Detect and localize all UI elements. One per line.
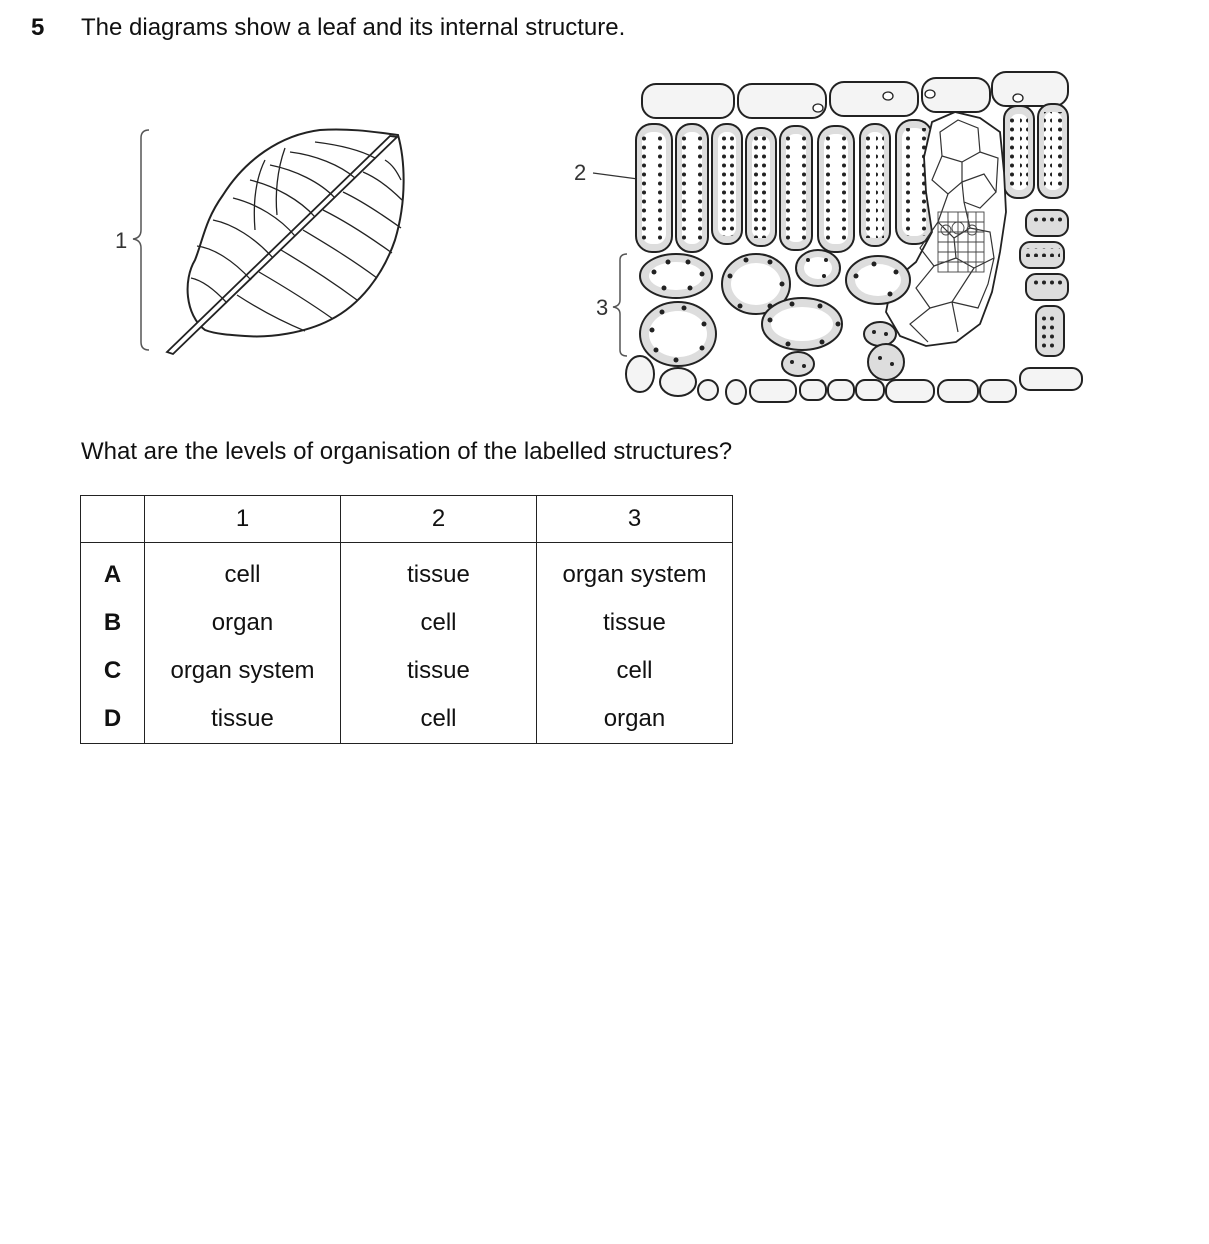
cell-structure-3: organ system	[537, 543, 733, 600]
leaf-diagram	[105, 120, 425, 360]
option-letter: D	[81, 695, 145, 744]
option-letter: C	[81, 647, 145, 695]
question-text: The diagrams show a leaf and its internal structure.	[81, 14, 626, 41]
answer-row-d[interactable]	[81, 695, 733, 744]
label-1: 1	[115, 228, 128, 253]
cell-structure-3: organ	[537, 695, 733, 744]
answer-row-c[interactable]	[81, 647, 733, 695]
cell-structure-2: tissue	[341, 543, 537, 600]
cell-structure-2: cell	[341, 695, 537, 744]
label-3: 3	[596, 295, 609, 320]
answer-row-b[interactable]	[81, 599, 733, 647]
answer-table	[80, 495, 733, 744]
header-structure-1: 1	[145, 496, 341, 543]
cell-structure-3: tissue	[537, 599, 733, 647]
question-number: 5	[31, 14, 45, 41]
cell-structure-1: cell	[145, 543, 341, 600]
cell-structure-1: tissue	[145, 695, 341, 744]
answer-row-a[interactable]	[81, 543, 733, 600]
header-structure-2: 2	[341, 496, 537, 543]
leaf-cross-section-diagram	[560, 62, 1100, 412]
header-structure-3: 3	[537, 496, 733, 543]
header-blank	[81, 496, 145, 543]
table-header-row	[81, 496, 733, 543]
question-prompt: What are the levels of organisation of the labelled structures?	[81, 438, 733, 465]
cell-structure-2: cell	[341, 599, 537, 647]
cell-structure-3: cell	[537, 647, 733, 695]
cell-structure-2: tissue	[341, 647, 537, 695]
option-letter: B	[81, 599, 145, 647]
upper-epidermis	[642, 72, 1068, 118]
label-2: 2	[574, 160, 587, 185]
cell-structure-1: organ system	[145, 647, 341, 695]
cell-structure-1: organ	[145, 599, 341, 647]
option-letter: A	[81, 543, 145, 600]
